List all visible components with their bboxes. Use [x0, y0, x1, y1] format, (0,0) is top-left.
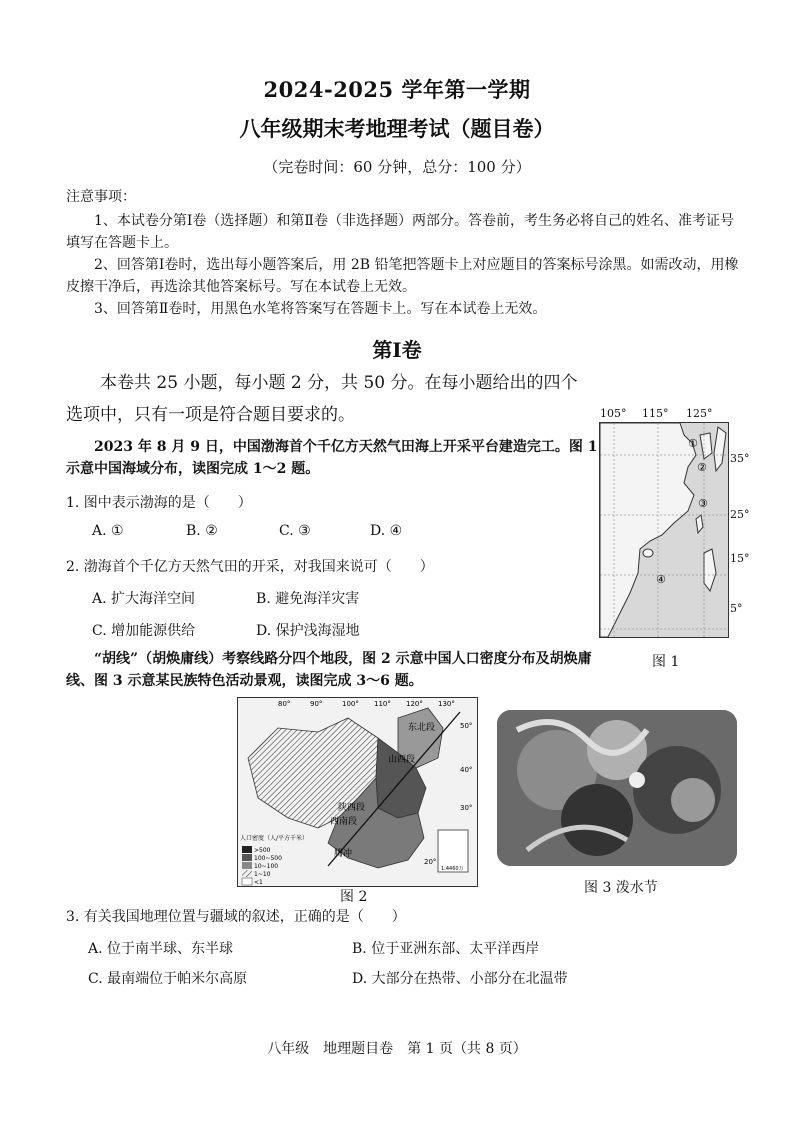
question-1-option-d[interactable]: D. ④	[370, 523, 403, 539]
fig2-lon-120: 120°	[406, 700, 423, 708]
question-2-stem: 2. 渤海首个千亿方天然气田的开采，对我国来说可（ ）	[66, 559, 434, 575]
fig2-scale: 1:4460万	[441, 866, 464, 872]
fig1-caption: 图 1	[652, 654, 680, 670]
fig2-segment-northeast: 东北段	[408, 723, 436, 733]
figure-3-water-festival-photo	[497, 710, 737, 866]
fig1-marker-1: ①	[688, 437, 698, 450]
exam-title: 八年级期末考地理考试（题目卷）	[239, 116, 555, 141]
exam-time-score: （完卷时间：60 分钟，总分：100 分）	[263, 158, 531, 176]
fig2-lon-110: 110°	[374, 700, 391, 708]
notes-heading: 注意事项：	[66, 189, 136, 205]
fig1-hainan	[643, 549, 653, 557]
fig1-marker-4: ④	[656, 573, 666, 586]
fig2-legend-swatch-1	[242, 846, 252, 853]
question-3-option-d[interactable]: D. 大部分在热带、小部分在北温带	[352, 971, 568, 987]
fig2-lon-90: 90°	[310, 700, 323, 708]
fig2-lat-40: 40°	[460, 766, 473, 774]
fig2-legend-4: 1~10	[254, 871, 271, 878]
fig2-segment-shaanxi: 陕西段	[338, 803, 366, 813]
fig1-lat-15: 15°	[730, 552, 750, 565]
fig1-lon-115: 115°	[642, 407, 669, 420]
exam-term: 2024-2025 学年第一学期	[263, 77, 531, 102]
fig3-caption: 图 3 泼水节	[584, 880, 658, 896]
fig2-legend-3: 10~100	[254, 863, 279, 870]
fig2-legend-2: 100~500	[254, 855, 282, 862]
passage-1: 2023 年 8 月 9 日，中国渤海首个千亿方天然气田海上开采平台建造完工。图 1 示意中国海域分布，读图完成 1～2 题。	[66, 439, 598, 477]
fig2-lon-80: 80°	[278, 700, 291, 708]
fig1-lat-35: 35°	[730, 452, 750, 465]
question-2-option-d[interactable]: D. 保护浅海湿地	[256, 623, 360, 639]
note-2: 2、回答第Ⅰ卷时，选出每小题答案后，用 2B 铅笔把答题卡上对应题目的答案标号涂黑。如需改动，用橡皮擦干净后，再选涂其他答案标号。写在本试卷上无效。	[66, 257, 739, 295]
question-1-option-c[interactable]: C. ③	[279, 523, 311, 539]
fig2-segment-shanxi: 山西段	[388, 755, 416, 765]
figure-1-sea-map	[599, 422, 729, 638]
fig1-lat-5: 5°	[730, 602, 743, 615]
question-3-option-c[interactable]: C. 最南端位于帕米尔高原	[88, 971, 248, 987]
fig3-photo-svg	[497, 710, 737, 866]
question-2-option-b[interactable]: B. 避免海洋灾害	[256, 591, 360, 607]
fig2-legend-title: 人口密度（人/平方千米）	[240, 835, 309, 842]
fig1-lon-125: 125°	[686, 407, 713, 420]
question-3-option-b[interactable]: B. 位于亚洲东部、太平洋西岸	[352, 941, 540, 957]
fig2-lon-130: 130°	[438, 700, 455, 708]
note-1: 1、本试卷分第Ⅰ卷（选择题）和第Ⅱ卷（非选择题）两部分。答卷前，考生务必将自己的姓名、准考证号填写在答题卡上。	[66, 213, 734, 251]
question-2-option-c[interactable]: C. 增加能源供给	[92, 623, 196, 639]
question-3-option-a[interactable]: A. 位于南半球、东半球	[88, 941, 234, 957]
fig1-map-svg	[600, 423, 728, 637]
fig2-segment-tengchong: 腾冲	[334, 849, 353, 859]
question-1-option-b[interactable]: B. ②	[186, 523, 218, 539]
question-1-stem: 1. 图中表示渤海的是（ ）	[66, 495, 252, 511]
fig2-legend-swatch-2	[242, 854, 252, 861]
fig2-legend-swatch-3	[242, 862, 252, 869]
question-2-option-a[interactable]: A. 扩大海洋空间	[92, 591, 196, 607]
fig1-lat-25: 25°	[730, 508, 750, 521]
fig2-lat-50: 50°	[460, 722, 473, 730]
fig2-legend-swatch-5	[242, 878, 252, 885]
figure-2-population-map	[237, 697, 478, 887]
fig2-legend-swatch-4	[242, 870, 252, 877]
fig2-lat-30: 30°	[460, 804, 473, 812]
passage-2: “胡线”（胡焕庸线）考察线路分四个地段，图 2 示意中国人口密度分布及胡焕庸线、图 3 示意某民族特色活动景观，读图完成 3～6 题。	[66, 651, 592, 689]
section-title: 第Ⅰ卷	[372, 338, 422, 362]
fig2-segment-southwest: 西南段	[330, 817, 358, 827]
fig2-map-svg	[238, 698, 477, 886]
fig1-marker-3: ③	[698, 497, 708, 510]
question-3-stem: 3. 有关我国地理位置与疆域的叙述，正确的是（ ）	[66, 909, 406, 925]
fig2-legend-5: <1	[254, 879, 263, 886]
fig1-marker-2: ②	[697, 461, 707, 474]
question-1-option-a[interactable]: A. ①	[92, 523, 124, 539]
fig2-legend-1: >500	[254, 847, 271, 854]
page-footer: 八年级 地理题目卷 第 1 页（共 8 页）	[267, 1041, 527, 1057]
section-intro: 本卷共 25 小题，每小题 2 分，共 50 分。在每小题给出的四个选项中，只有一项是符合题目要求的。	[66, 373, 578, 425]
fig2-caption: 图 2	[340, 889, 368, 905]
note-3: 3、回答第Ⅱ卷时，用黑色水笔将答案写在答题卡上。写在本试卷上无效。	[94, 301, 547, 317]
fig2-lon-100: 100°	[342, 700, 359, 708]
fig2-lat-20: 20°	[424, 858, 437, 866]
fig1-lon-105: 105°	[600, 407, 627, 420]
